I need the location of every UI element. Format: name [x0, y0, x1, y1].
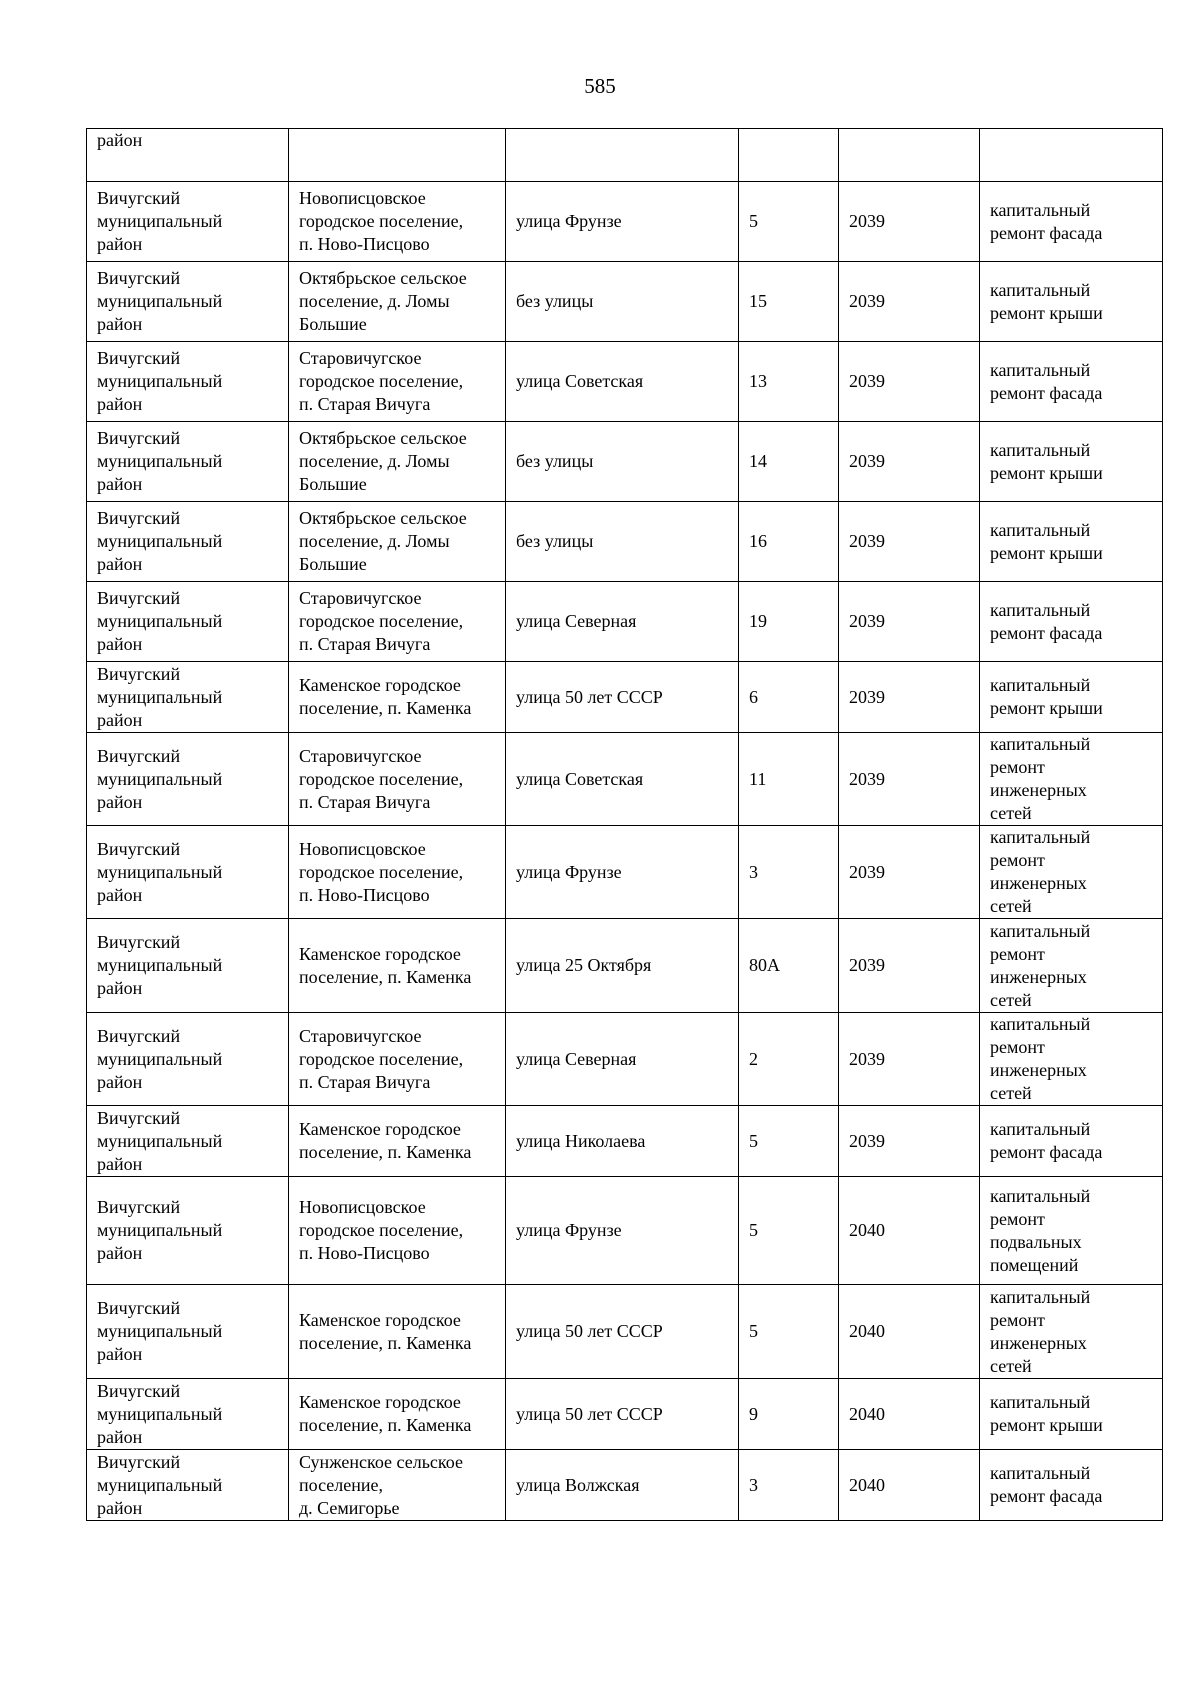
house-cell	[739, 129, 839, 182]
year-cell: 2039	[839, 422, 980, 502]
settlement-cell: Каменское городское поселение, п. Каменка	[289, 1379, 506, 1450]
district-cell: Вичугский муниципальный район	[87, 422, 289, 502]
street-cell: улица Николаева	[506, 1106, 739, 1177]
district-cell: Вичугский муниципальный район	[87, 582, 289, 662]
year-cell	[839, 129, 980, 182]
district-cell: Вичугский муниципальный район	[87, 662, 289, 733]
street-cell: улица Советская	[506, 342, 739, 422]
table-row	[87, 1013, 1163, 1106]
street-cell	[506, 129, 739, 182]
settlement-cell	[289, 129, 506, 182]
street-cell: улица 50 лет СССР	[506, 662, 739, 733]
settlement-cell: Старовичугское городское поселение, п. Старая Вичуга	[289, 1013, 506, 1106]
district-cell: Вичугский муниципальный район	[87, 919, 289, 1013]
settlement-cell: Старовичугское городское поселение, п. Старая Вичуга	[289, 582, 506, 662]
settlement-cell: Новописцовское городское поселение, п. Ново-Писцово	[289, 1177, 506, 1285]
work-cell: капитальный ремонт фасада	[980, 1450, 1163, 1521]
settlement-cell: Старовичугское городское поселение, п. Старая Вичуга	[289, 733, 506, 826]
district-cell: Вичугский муниципальный район	[87, 342, 289, 422]
table-row	[87, 1379, 1163, 1450]
work-cell: капитальный ремонт инженерных сетей	[980, 826, 1163, 919]
year-cell: 2040	[839, 1450, 980, 1521]
work-cell: капитальный ремонт фасада	[980, 1106, 1163, 1177]
table-row	[87, 662, 1163, 733]
district-cell: Вичугский муниципальный район	[87, 733, 289, 826]
district-cell: Вичугский муниципальный район	[87, 262, 289, 342]
work-cell: капитальный ремонт инженерных сетей	[980, 733, 1163, 826]
house-cell: 5	[739, 182, 839, 262]
district-cell: Вичугский муниципальный район	[87, 1450, 289, 1521]
house-cell: 9	[739, 1379, 839, 1450]
year-cell: 2039	[839, 826, 980, 919]
table-row	[87, 502, 1163, 582]
district-cell: район	[87, 129, 289, 182]
house-cell: 11	[739, 733, 839, 826]
table-row	[87, 342, 1163, 422]
continuation-row	[87, 129, 1163, 182]
year-cell: 2039	[839, 662, 980, 733]
table-row	[87, 422, 1163, 502]
house-cell: 6	[739, 662, 839, 733]
year-cell: 2040	[839, 1177, 980, 1285]
settlement-cell: Каменское городское поселение, п. Каменка	[289, 1285, 506, 1379]
page-number: 585	[584, 74, 616, 98]
district-cell: Вичугский муниципальный район	[87, 182, 289, 262]
district-cell: Вичугский муниципальный район	[87, 1013, 289, 1106]
street-cell: улица Фрунзе	[506, 182, 739, 262]
work-cell: капитальный ремонт инженерных сетей	[980, 919, 1163, 1013]
house-cell: 14	[739, 422, 839, 502]
year-cell: 2039	[839, 919, 980, 1013]
house-cell: 5	[739, 1106, 839, 1177]
work-cell: капитальный ремонт инженерных сетей	[980, 1285, 1163, 1379]
settlement-cell: Октябрьское сельское поселение, д. Ломы Большие	[289, 262, 506, 342]
work-cell: капитальный ремонт фасада	[980, 342, 1163, 422]
street-cell: без улицы	[506, 422, 739, 502]
year-cell: 2040	[839, 1379, 980, 1450]
work-cell: капитальный ремонт крыши	[980, 422, 1163, 502]
table-row	[87, 582, 1163, 662]
street-cell: улица Фрунзе	[506, 826, 739, 919]
settlement-cell: Октябрьское сельское поселение, д. Ломы Большие	[289, 502, 506, 582]
year-cell: 2039	[839, 733, 980, 826]
settlement-cell: Каменское городское поселение, п. Каменка	[289, 1106, 506, 1177]
work-cell	[980, 129, 1163, 182]
work-cell: капитальный ремонт фасада	[980, 182, 1163, 262]
street-cell: улица 50 лет СССР	[506, 1379, 739, 1450]
district-cell: Вичугский муниципальный район	[87, 1106, 289, 1177]
street-cell: улица Фрунзе	[506, 1177, 739, 1285]
house-cell: 15	[739, 262, 839, 342]
table-row	[87, 1285, 1163, 1379]
table-row	[87, 262, 1163, 342]
street-cell: улица Северная	[506, 582, 739, 662]
table-row	[87, 1106, 1163, 1177]
house-cell: 3	[739, 826, 839, 919]
district-cell: Вичугский муниципальный район	[87, 1379, 289, 1450]
district-cell: Вичугский муниципальный район	[87, 1285, 289, 1379]
work-cell: капитальный ремонт крыши	[980, 262, 1163, 342]
house-cell: 5	[739, 1177, 839, 1285]
settlement-cell: Сунженское сельское поселение, д. Семигорье	[289, 1450, 506, 1521]
street-cell: улица Советская	[506, 733, 739, 826]
work-cell: капитальный ремонт подвальных помещений	[980, 1177, 1163, 1285]
table-row	[87, 733, 1163, 826]
table-row	[87, 919, 1163, 1013]
house-cell: 80А	[739, 919, 839, 1013]
year-cell: 2039	[839, 262, 980, 342]
table-row	[87, 182, 1163, 262]
house-cell: 13	[739, 342, 839, 422]
housing-repair-table	[86, 128, 1163, 1521]
house-cell: 2	[739, 1013, 839, 1106]
year-cell: 2039	[839, 342, 980, 422]
district-cell: Вичугский муниципальный район	[87, 1177, 289, 1285]
work-cell: капитальный ремонт крыши	[980, 662, 1163, 733]
settlement-cell: Новописцовское городское поселение, п. Ново-Писцово	[289, 826, 506, 919]
settlement-cell: Каменское городское поселение, п. Каменка	[289, 919, 506, 1013]
district-cell: Вичугский муниципальный район	[87, 502, 289, 582]
house-cell: 19	[739, 582, 839, 662]
year-cell: 2039	[839, 582, 980, 662]
street-cell: без улицы	[506, 262, 739, 342]
table-row	[87, 1177, 1163, 1285]
work-cell: капитальный ремонт крыши	[980, 1379, 1163, 1450]
year-cell: 2039	[839, 1106, 980, 1177]
street-cell: улица 25 Октября	[506, 919, 739, 1013]
year-cell: 2040	[839, 1285, 980, 1379]
settlement-cell: Каменское городское поселение, п. Каменка	[289, 662, 506, 733]
table-row	[87, 1450, 1163, 1521]
work-cell: капитальный ремонт крыши	[980, 502, 1163, 582]
work-cell: капитальный ремонт инженерных сетей	[980, 1013, 1163, 1106]
year-cell: 2039	[839, 502, 980, 582]
house-cell: 16	[739, 502, 839, 582]
house-cell: 5	[739, 1285, 839, 1379]
settlement-cell: Новописцовское городское поселение, п. Ново-Писцово	[289, 182, 506, 262]
settlement-cell: Старовичугское городское поселение, п. Старая Вичуга	[289, 342, 506, 422]
year-cell: 2039	[839, 1013, 980, 1106]
work-cell: капитальный ремонт фасада	[980, 582, 1163, 662]
table-row	[87, 826, 1163, 919]
street-cell: улица Волжская	[506, 1450, 739, 1521]
street-cell: без улицы	[506, 502, 739, 582]
street-cell: улица 50 лет СССР	[506, 1285, 739, 1379]
year-cell: 2039	[839, 182, 980, 262]
house-cell: 3	[739, 1450, 839, 1521]
street-cell: улица Северная	[506, 1013, 739, 1106]
district-cell: Вичугский муниципальный район	[87, 826, 289, 919]
settlement-cell: Октябрьское сельское поселение, д. Ломы Большие	[289, 422, 506, 502]
